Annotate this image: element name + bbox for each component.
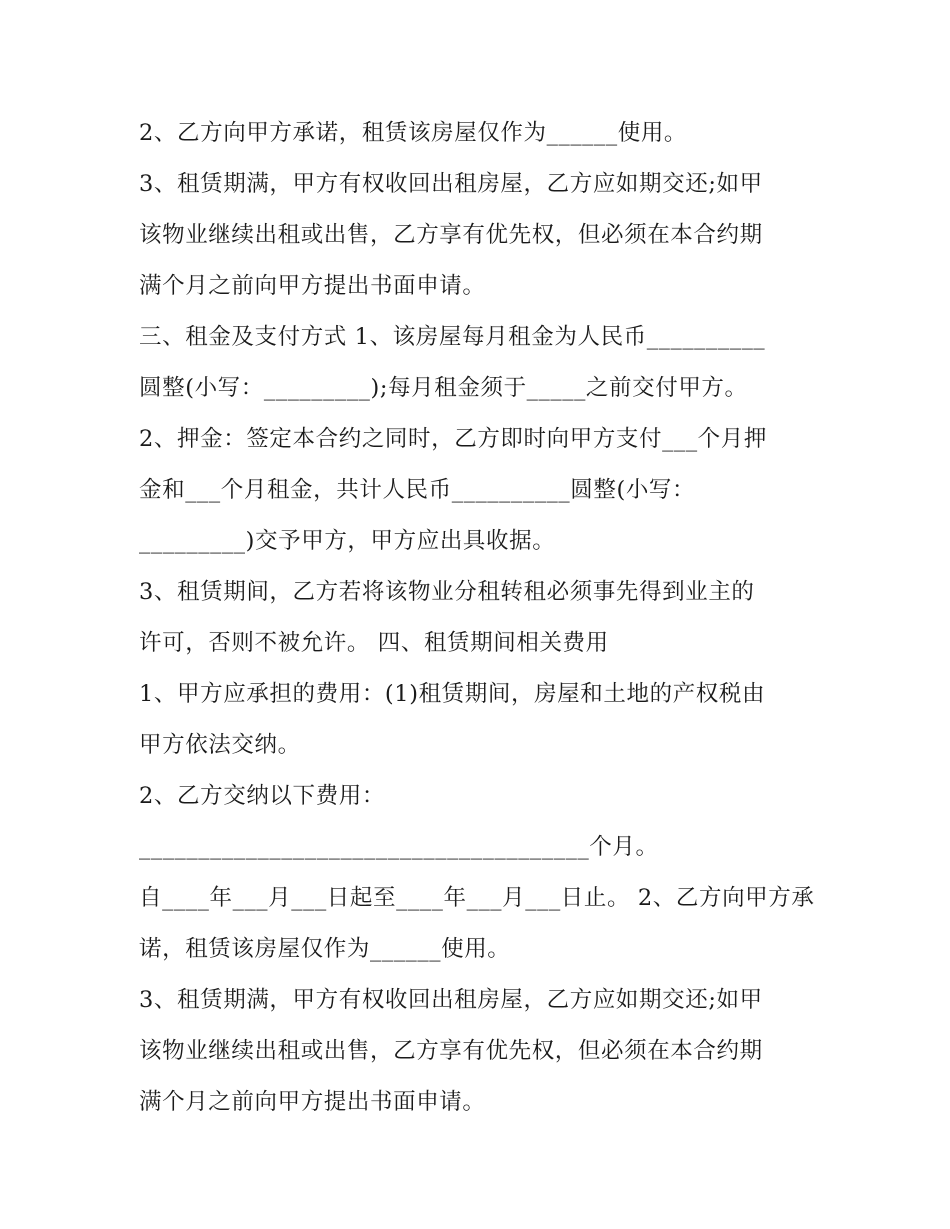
text-line: 3、租赁期满，甲方有权收回出租房屋，乙方应如期交还;如甲 [139,171,763,197]
text-line: ______________________________________个月。 [139,834,659,860]
text-line: 诺，租赁该房屋仅作为______使用。 [139,936,511,962]
text-line: 三、租金及支付方式 1、该房屋每月租金为人民币__________ [139,324,766,350]
text-line: 该物业继续出租或出售，乙方享有优先权，但必须在本合约期 [139,1038,763,1064]
text-line: 许可，否则不被允许。 四、租赁期间相关费用 [139,630,609,656]
text-line: 圆整(小写：_________);每月租金须于_____之前交付甲方。 [139,375,748,401]
text-line: 满个月之前向甲方提出书面申请。 [139,273,486,299]
text-line: 2、乙方交纳以下费用： [139,783,385,809]
text-line: 自____年___月___日起至____年___月___日止。 2、乙方向甲方承 [139,885,815,911]
text-line: 3、租赁期满，甲方有权收回出租房屋，乙方应如期交还;如甲 [139,987,763,1013]
text-line: 1、甲方应承担的费用：(1)租赁期间，房屋和土地的产权税由 [139,681,766,707]
text-line: 满个月之前向甲方提出书面申请。 [139,1089,486,1115]
text-line: 金和___个月租金，共计人民币__________圆整(小写： [139,477,696,503]
text-line: _________)交予甲方，甲方应出具收据。 [139,528,556,554]
text-line: 2、押金：签定本合约之同时，乙方即时向甲方支付___个月押 [139,426,767,452]
document-body [139,108,829,1128]
text-line: 该物业继续出租或出售，乙方享有优先权，但必须在本合约期 [139,222,763,248]
text-line: 3、租赁期间，乙方若将该物业分租转租必须事先得到业主的 [139,579,755,605]
text-line: 2、乙方向甲方承诺，租赁该房屋仅作为______使用。 [139,120,688,146]
text-line: 甲方依法交纳。 [139,732,301,758]
